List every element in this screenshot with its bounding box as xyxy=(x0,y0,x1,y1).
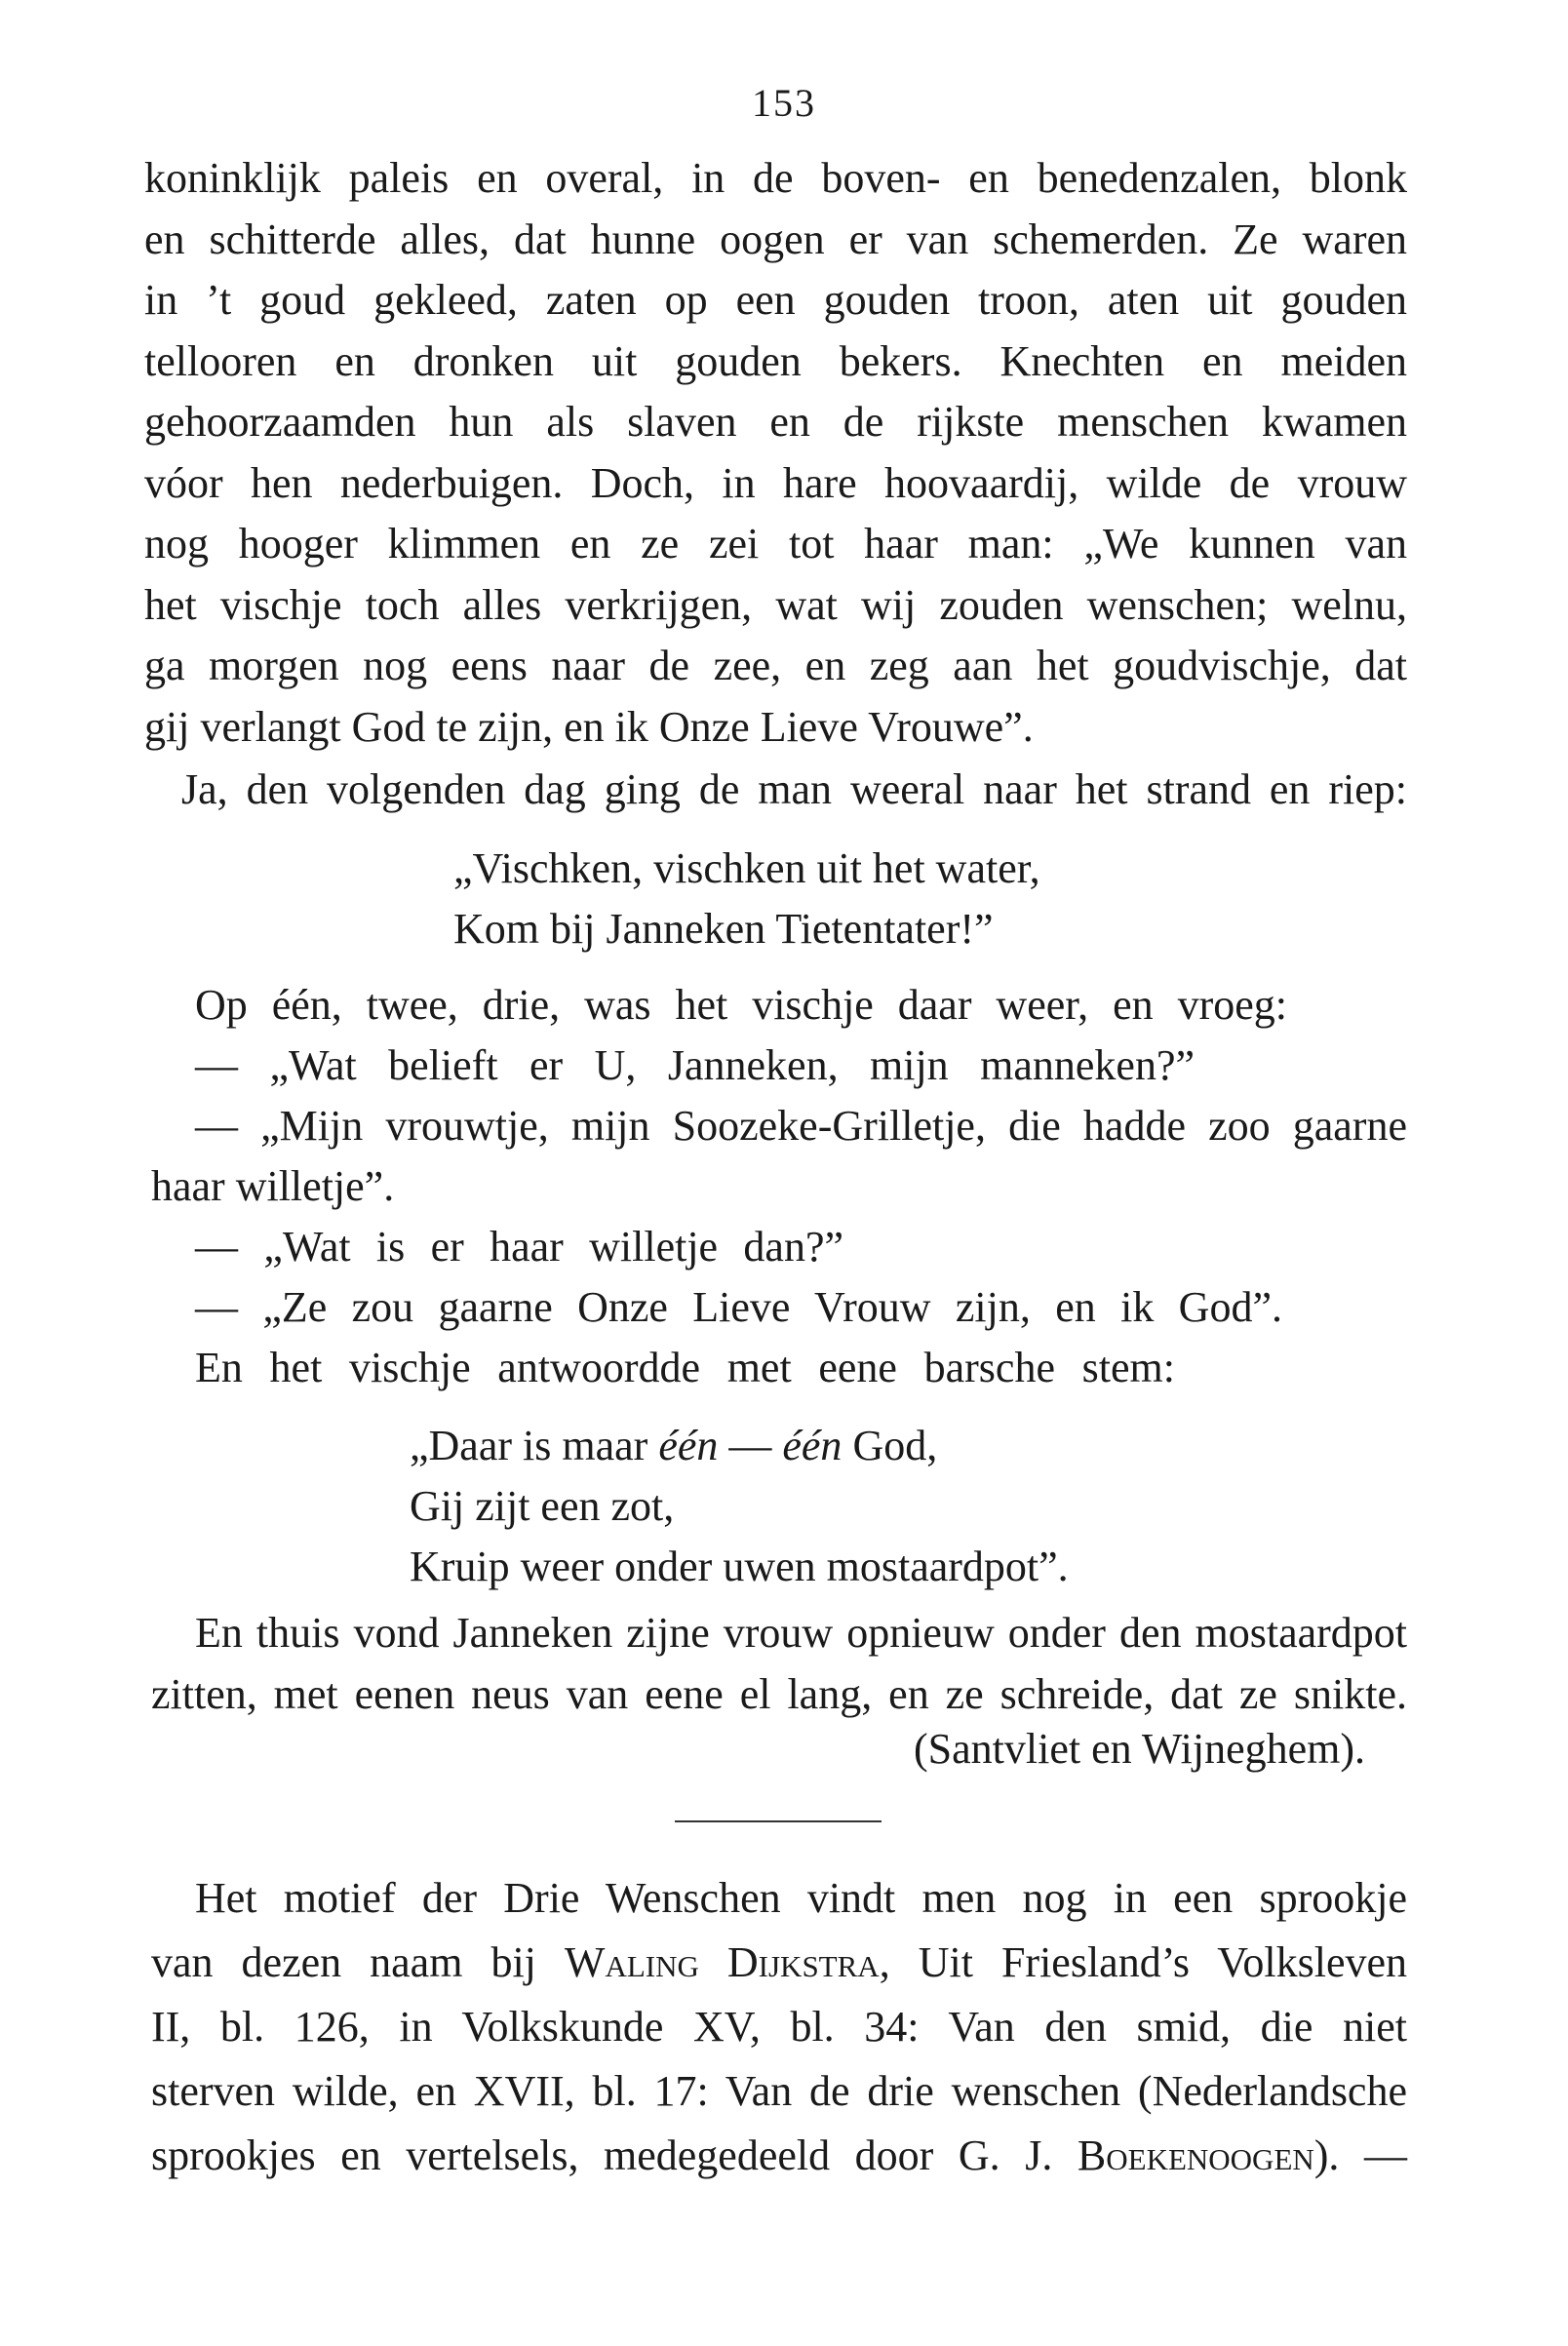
dialogue-line-3 xyxy=(195,1217,843,1278)
verse-line: „Vischken, vischken uit het water, xyxy=(453,844,1040,892)
attribution: (Santvliet en Wijneghem). xyxy=(914,1725,1365,1773)
paragraph-4 xyxy=(195,1338,1175,1399)
text-line: nog hooger klimmen en ze zei tot haar man: „We kunnen van xyxy=(144,520,1407,567)
text-line: II, bl. 126, in Volkskunde XV, bl. 34: Van den smid, die niet xyxy=(151,2003,1407,2051)
text-line: gehoorzaamden hun als slaven en de rijkste menschen kwamen xyxy=(144,398,1407,446)
text-line: Het motief der Drie Wenschen vindt men nog in een sprookje xyxy=(195,1874,1407,1922)
text-line: tellooren en dronken uit gouden bekers. Knechten en meiden xyxy=(144,336,1407,385)
text-line: En het vischje antwoordde met eene barsche stem: xyxy=(195,1344,1175,1391)
text-line: — „Mijn vrouwtje, mijn Soozeke-Grilletje, die hadde zoo gaarne xyxy=(195,1102,1407,1150)
text-line: — „Ze zou gaarne Onze Lieve Vrouw zijn, en ik God”. xyxy=(195,1283,1282,1331)
text-line: van dezen naam bij Waling Dijkstra, Uit Friesland’s Volksleven xyxy=(151,1938,1407,1986)
text-line: koninklijk paleis en overal, in de boven- en benedenzalen, blonk xyxy=(144,154,1407,202)
text-line: — „Wat belieft er U, Janneken, mijn manneken?” xyxy=(195,1041,1195,1089)
text-line: en schitterde alles, dat hunne oogen er van schemerden. Ze waren xyxy=(144,215,1407,263)
text-line: sprookjes en vertelsels, medegedeeld door G. J. Boekenoogen). — xyxy=(151,2131,1407,2179)
paragraph-2 xyxy=(181,760,1407,821)
text-line: ga morgen nog eens naar de zee, en zeg aan het goudvischje, dat xyxy=(144,642,1407,689)
verse-line: „Daar is maar één — één God, xyxy=(410,1422,938,1469)
dialogue-line-2-cont xyxy=(151,1156,541,1218)
verse-2 xyxy=(410,1416,1069,1597)
dialogue-line-4 xyxy=(195,1277,1282,1339)
author-name: Waling Dijkstra xyxy=(564,1938,880,1986)
text-line: sterven wilde, en XVII, bl. 17: Van de drie wenschen (Nederlandsche xyxy=(151,2067,1407,2115)
paragraph-6 xyxy=(151,1866,1407,2188)
section-divider xyxy=(675,1820,882,1822)
dialogue-line-2 xyxy=(195,1096,1407,1157)
author-name: Boekenoogen xyxy=(1077,2131,1314,2179)
text-line: Op één, twee, drie, was het vischje daar weer, en vroeg: xyxy=(195,981,1287,1029)
verse-1 xyxy=(453,839,1040,959)
text-line: vóor hen nederbuigen. Doch, in hare hoovaardij, wilde de vrouw xyxy=(144,458,1407,507)
paragraph-1 xyxy=(144,148,1407,758)
text-line: Ja, den volgenden dag ging de man weeral naar het strand en riep: xyxy=(181,765,1407,813)
emphasis: één xyxy=(658,1422,719,1469)
page-number: 153 xyxy=(752,81,816,125)
paragraph-5 xyxy=(151,1603,1407,1725)
text-line: in ’t goud gekleed, zaten op een gouden troon, aten uit gouden xyxy=(144,276,1407,324)
verse-line: Gij zijt een zot, xyxy=(410,1482,675,1530)
emphasis: één xyxy=(782,1422,843,1469)
verse-line: Kom bij Janneken Tietentater!” xyxy=(453,905,994,953)
dialogue-line-1 xyxy=(195,1036,1195,1097)
text-line: het vischje toch alles verkrijgen, wat wij zouden wenschen; welnu, xyxy=(144,580,1407,629)
text-line: — „Wat is er haar willetje dan?” xyxy=(195,1223,843,1271)
text-line: En thuis vond Janneken zijne vrouw opnieuw onder den mostaardpot xyxy=(195,1609,1407,1657)
text-line: zitten, met eenen neus van eene el lang, en ze schreide, dat ze snikte. xyxy=(151,1669,1407,1718)
verse-line: Kruip weer onder uwen mostaardpot”. xyxy=(410,1543,1069,1590)
text-line: haar willetje”. xyxy=(151,1162,395,1210)
paragraph-3 xyxy=(195,975,1287,1036)
text-line: gij verlangt God te zijn, en ik Onze Lieve Vrouwe”. xyxy=(144,702,1034,751)
